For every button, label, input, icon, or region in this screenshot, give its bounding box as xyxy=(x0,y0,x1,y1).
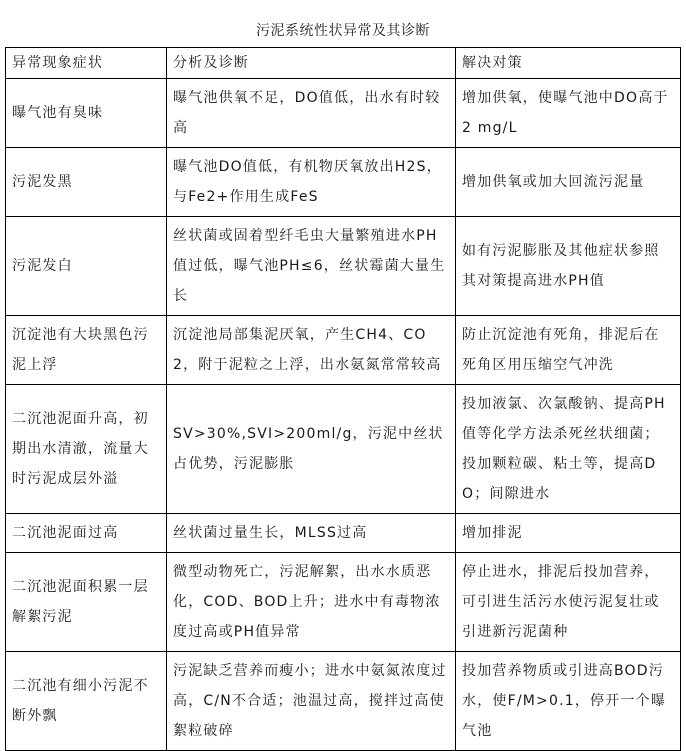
table-header-row xyxy=(6,48,681,79)
solution-cell: 防止沉淀池有死角，排泥后在死角区用压缩空气冲洗 xyxy=(456,316,681,385)
symptom-cell: 曝气池有臭味 xyxy=(6,79,167,148)
diagnosis-cell: 微型动物死亡，污泥解絮，出水水质恶化，COD、BOD上升；进水中有毒物浓度过高或PH值异常 xyxy=(167,553,456,652)
solution-cell: 增加排泥 xyxy=(456,514,681,553)
diagnosis-table xyxy=(5,47,681,751)
diagnosis-cell: 丝状菌或固着型纤毛虫大量繁殖进水PH值过低，曝气池PH≤6，丝状霉菌大量生长 xyxy=(167,217,456,316)
table-row xyxy=(6,217,681,316)
diagnosis-cell: SV>30%,SVI>200ml/g，污泥中丝状占优势，污泥膨胀 xyxy=(167,385,456,514)
column-header-solution: 解决对策 xyxy=(456,48,681,79)
symptom-cell: 二沉池泥面升高，初期出水清澈，流量大时污泥成层外溢 xyxy=(6,385,167,514)
column-header-symptom: 异常现象症状 xyxy=(6,48,167,79)
table-row xyxy=(6,148,681,217)
diagnosis-cell: 曝气池DO值低，有机物厌氧放出H2S，与Fe2+作用生成FeS xyxy=(167,148,456,217)
diagnosis-cell: 丝状菌过量生长，MLSS过高 xyxy=(167,514,456,553)
symptom-cell: 污泥发白 xyxy=(6,217,167,316)
document-title: 污泥系统性状异常及其诊断 xyxy=(256,23,430,39)
table-row xyxy=(6,316,681,385)
solution-cell: 如有污泥膨胀及其他症状参照其对策提高进水PH值 xyxy=(456,217,681,316)
symptom-cell: 二沉池有细小污泥不断外飘 xyxy=(6,652,167,751)
solution-cell: 增加供氧或加大回流污泥量 xyxy=(456,148,681,217)
table-row xyxy=(6,514,681,553)
symptom-cell: 沉淀池有大块黑色污泥上浮 xyxy=(6,316,167,385)
diagnosis-cell: 沉淀池局部集泥厌氧，产生CH4、CO2，附于泥粒之上浮，出水氨氮常常较高 xyxy=(167,316,456,385)
table-row xyxy=(6,652,681,751)
diagnosis-cell: 曝气池供氧不足，DO值低，出水有时较高 xyxy=(167,79,456,148)
solution-cell: 增加供氧，使曝气池中DO高于2 mg/L xyxy=(456,79,681,148)
column-header-diagnosis: 分析及诊断 xyxy=(167,48,456,79)
symptom-cell: 污泥发黑 xyxy=(6,148,167,217)
solution-cell: 停止进水，排泥后投加营养，可引进生活污水使污泥复壮或引进新污泥菌种 xyxy=(456,553,681,652)
solution-cell: 投加液氯、次氯酸钠、提高PH值等化学方法杀死丝状细菌；投加颗粒碳、粘土等，提高DO；间隙进水 xyxy=(456,385,681,514)
diagnosis-cell: 污泥缺乏营养而瘦小；进水中氨氮浓度过高，C/N不合适；池温过高，搅拌过高使絮粒破碎 xyxy=(167,652,456,751)
table-row xyxy=(6,79,681,148)
symptom-cell: 二沉池泥面过高 xyxy=(6,514,167,553)
solution-cell: 投加营养物质或引进高BOD污水，使F/M>0.1，停开一个曝气池 xyxy=(456,652,681,751)
table-row xyxy=(6,553,681,652)
symptom-cell: 二沉池泥面积累一层解絮污泥 xyxy=(6,553,167,652)
table-row xyxy=(6,385,681,514)
